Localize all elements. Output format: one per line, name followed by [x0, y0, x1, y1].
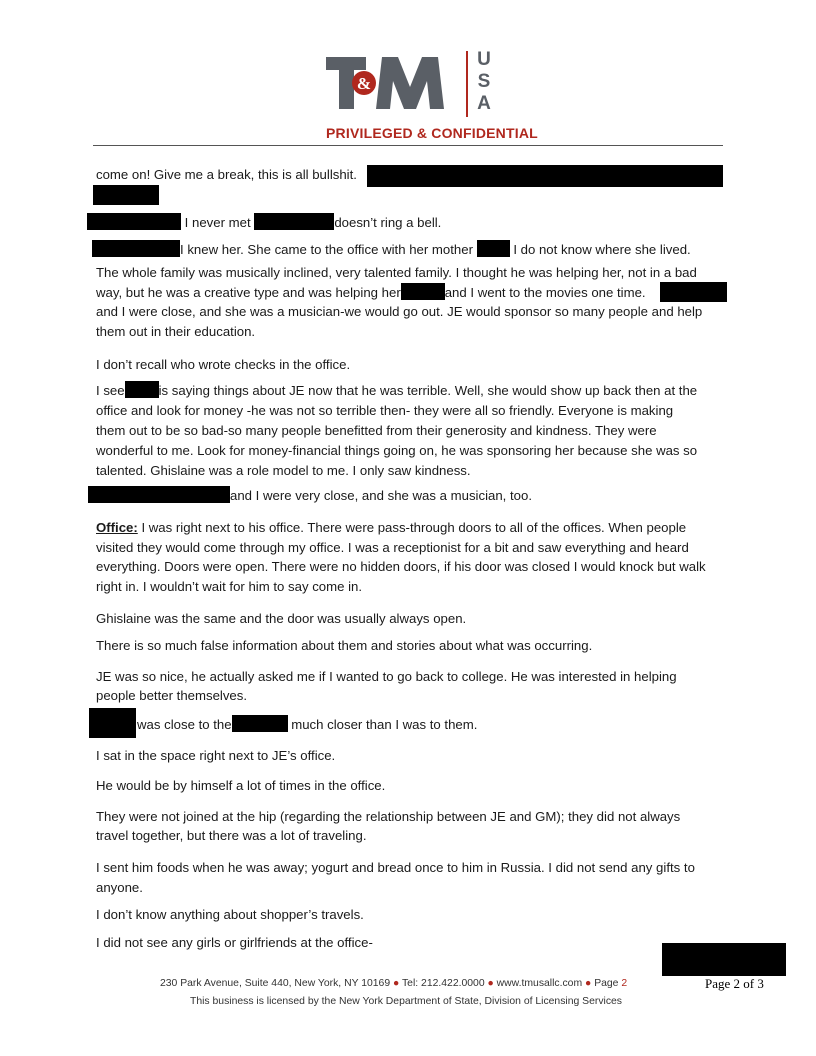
redaction: [125, 381, 159, 398]
text-line: anyone.: [96, 880, 143, 895]
text-line: right in. I wouldn’t wait for him to say come in.: [96, 579, 363, 594]
text-line: is saying things about JE now that he was terrible. Well, she would show up back then at the: [158, 383, 698, 398]
text-line: The whole family was musically inclined, very talented family. I thought he was helping her, not in a bad: [96, 265, 697, 280]
text-line: was close to the: [137, 717, 232, 732]
redaction: [367, 165, 723, 187]
paragraph: [96, 283, 736, 303]
text-line: and I were close, and she was a musician-we would go out. JE would sponsor so many people and help: [96, 304, 703, 319]
text-line: them out in their education.: [96, 324, 256, 339]
text-line: much closer than I was to them.: [291, 717, 478, 732]
footer-website: www.tmusallc.com: [496, 978, 583, 989]
tm-logo-mark: [326, 55, 461, 111]
text-line: travel together, but there was a lot of traveling.: [96, 828, 367, 843]
text-line: everything. Doors were open. There were no hidden doors, if his door was closed I would knock but walk: [96, 559, 706, 574]
text-line: I knew her. She came to the office with her mother: [180, 242, 473, 257]
redaction: [92, 240, 180, 257]
redaction: [89, 708, 136, 738]
text-line: wonderful to me. Look for money-financial things going on, he was sponsoring her because she was so: [96, 443, 698, 458]
redaction: [232, 715, 288, 732]
redaction: [254, 213, 334, 230]
bullet-icon: ●: [487, 978, 494, 989]
text-line: and I were very close, and she was a musician, too.: [230, 488, 532, 503]
redaction: [662, 943, 786, 976]
footer-page-number: 2: [621, 978, 628, 989]
footer-contact-line: [160, 978, 627, 989]
text-line: There is so much false information about them and stories about what was occurring.: [96, 638, 593, 653]
text-line: office and look for money -he was not so terrible then- they were all so friendly. Everyone is making: [96, 403, 674, 418]
footer-address: 230 Park Avenue, Suite 440, New York, NY 10169: [160, 978, 391, 989]
logo-usa-s: S: [477, 71, 491, 92]
logo-usa-u: U: [477, 49, 491, 70]
footer-tel: Tel: 212.422.0000: [401, 978, 485, 989]
text-line: Ghislaine was the same and the door was usually always open.: [96, 611, 467, 626]
text-line: I never met: [184, 215, 251, 230]
paragraph: [96, 381, 726, 401]
text-line: They were not joined at the hip (regarding the relationship between JE and GM); they did not always: [96, 809, 681, 824]
redaction: [660, 282, 727, 302]
text-line: I did not see any girls or girlfriends at the office-: [96, 935, 373, 950]
text-line: I don’t recall who wrote checks in the office.: [96, 357, 351, 372]
text-line: JE was so nice, he actually asked me if I wanted to go back to college. He was interested in helping: [96, 669, 677, 684]
text-line: I was right next to his office. There were pass-through doors to all of the offices. When people: [141, 520, 687, 535]
paragraph: [96, 518, 726, 538]
paragraph: [87, 213, 717, 233]
redaction: [401, 283, 445, 300]
text-line: doesn’t ring a bell.: [334, 215, 442, 230]
office-label: Office:: [96, 520, 138, 535]
tm-usa-logo: [326, 47, 556, 119]
redaction: [477, 240, 510, 257]
text-line: people better themselves.: [96, 688, 248, 703]
bullet-icon: ●: [393, 978, 400, 989]
text-line: way, but he was a creative type and was helping her: [96, 285, 401, 300]
text-line: I see: [96, 383, 125, 398]
logo-divider: [466, 51, 468, 117]
redaction: [87, 213, 181, 230]
svg-text:&: &: [356, 74, 372, 93]
text-line: and I went to the movies one time.: [444, 285, 646, 300]
text-line: them out to be so bad-so many people benefitted from their generosity and kindness. They were: [96, 423, 657, 438]
paragraph: [88, 486, 718, 506]
text-line: I sent him foods when he was away; yogurt and bread once to him in Russia. I did not send any gifts to: [96, 860, 695, 875]
text-line: come on! Give me a break, this is all bullshit.: [96, 167, 357, 182]
text-line: I don’t know anything about shopper’s travels.: [96, 907, 364, 922]
logo-usa: [474, 49, 494, 115]
text-line: visited they would come through my office. I was a receptionist for a bit and saw everything and heard: [96, 540, 689, 555]
header-divider: [93, 145, 723, 146]
page-of-count: Page 2 of 3: [705, 976, 764, 991]
privileged-confidential-heading: PRIVILEGED & CONFIDENTIAL: [326, 125, 538, 141]
text-line: He would be by himself a lot of times in the office.: [96, 778, 386, 793]
text-line: talented. Ghislaine was a role model to me. I only saw kindness.: [96, 463, 471, 478]
redaction: [93, 185, 159, 205]
text-line: I do not know where she lived.: [513, 242, 691, 257]
bullet-icon: ●: [585, 978, 592, 989]
text-line: I sat in the space right next to JE’s office.: [96, 748, 336, 763]
logo-usa-a: A: [477, 93, 491, 114]
paragraph: [137, 715, 767, 735]
paragraph: [92, 240, 732, 260]
footer-license: This business is licensed by the New York Department of State, Division of Licensing Services: [190, 996, 622, 1007]
redaction: [88, 486, 230, 503]
footer-page-label: Page: [594, 978, 619, 989]
